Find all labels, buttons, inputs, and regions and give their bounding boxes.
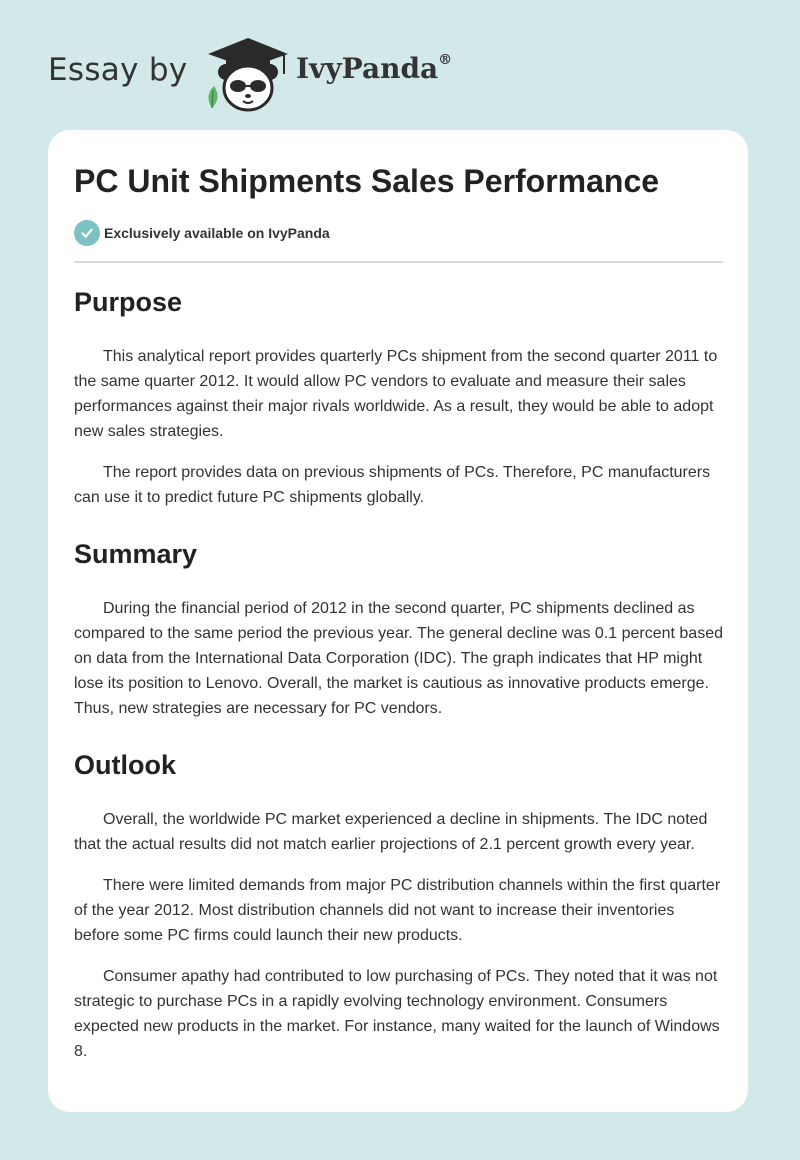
document-card xyxy=(48,130,748,1112)
document-body xyxy=(74,280,724,1064)
section-purpose xyxy=(74,280,724,510)
paragraph: Overall, the worldwide PC market experienced a decline in shipments. The IDC noted that the actual results did not match earlier projections of 2.1 percent growth every year. xyxy=(74,811,708,853)
paragraph: Consumer apathy had contributed to low purchasing of PCs. They noted that it was not strategic to purchase PCs in a rapidly evolving technology environment. Consumers expected new products in the market. For instance, many waited for the launch of Windows 8. xyxy=(74,968,720,1060)
paragraph: This analytical report provides quarterly PCs shipment from the second quarter 2011 to the same quarter 2012. It would allow PC vendors to evaluate and measure their sales performances against their major rivals worldwide. As a result, they would be able to adopt new sales strategies. xyxy=(74,348,718,440)
check-icon xyxy=(74,220,100,246)
section-outlook xyxy=(74,743,724,1064)
site-header xyxy=(0,0,800,130)
brand-logo-text[interactable] xyxy=(296,52,452,85)
page-title: PC Unit Shipments Sales Performance xyxy=(74,163,660,199)
section-summary xyxy=(74,532,724,721)
paragraph: There were limited demands from major PC distribution channels within the first quarter of the year 2012. Most distribution channels did not want to increase their inventories before some PC firms could launch their new products. xyxy=(74,877,721,944)
exclusive-badge xyxy=(74,220,330,246)
section-heading: Outlook xyxy=(74,750,176,780)
paragraph: During the financial period of 2012 in the second quarter, PC shipments declined as compared to the same period the previous year. The general decline was 0.1 percent based on data from the International Data Corporation (IDC). The graph indicates that HP might lose its position to Lenovo. Overall, the market is cautious as innovative products emerge. Thus, new strategies are necessary for PC vendors. xyxy=(74,600,723,717)
badge-text: Exclusively available on IvyPanda xyxy=(104,225,330,241)
section-heading: Purpose xyxy=(74,287,183,317)
divider xyxy=(74,261,723,263)
essay-by-label: Essay by xyxy=(48,52,188,88)
brand-name: IvyPanda xyxy=(296,52,439,85)
section-heading: Summary xyxy=(74,539,198,569)
panda-logo-icon[interactable] xyxy=(200,36,296,112)
registered-mark: ® xyxy=(438,51,453,68)
paragraph: The report provides data on previous shipments of PCs. Therefore, PC manufacturers can use it to predict future PC shipments globally. xyxy=(74,464,711,506)
